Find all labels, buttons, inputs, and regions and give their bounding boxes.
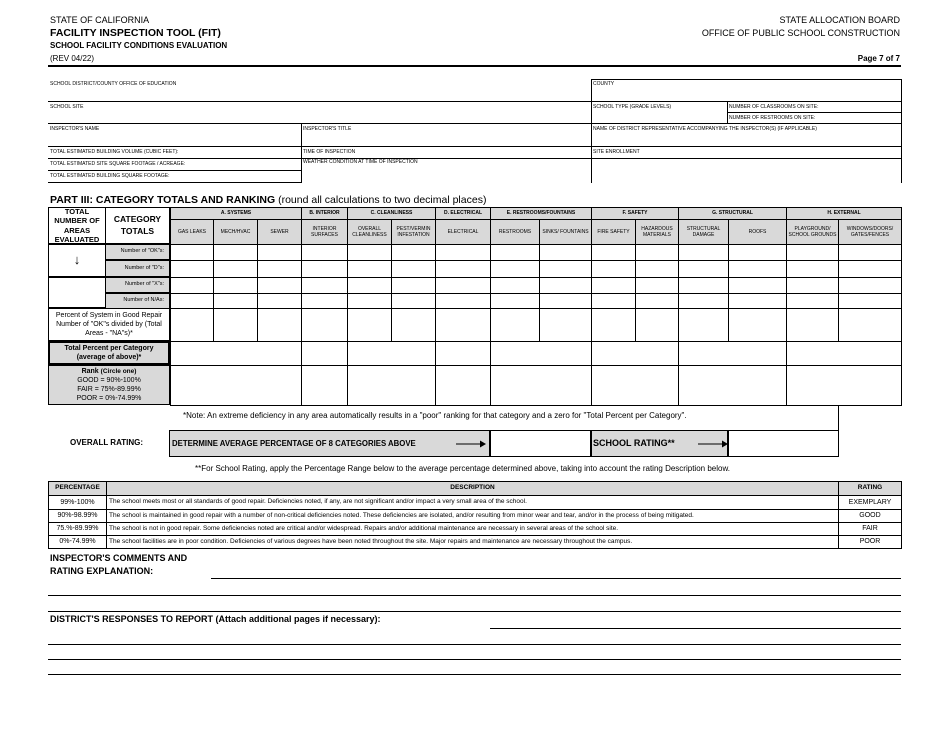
grid-cell[interactable] xyxy=(213,260,258,278)
grid-cell[interactable] xyxy=(435,244,491,261)
district-rep-input[interactable] xyxy=(592,132,900,145)
row-x-label: Number of "X"s: xyxy=(105,277,170,293)
category-group-header: H. EXTERNAL xyxy=(786,207,902,220)
inspector-title-input[interactable] xyxy=(302,132,590,145)
time-label: TIME OF INSPECTION xyxy=(303,149,356,155)
school-site-input[interactable] xyxy=(48,110,589,123)
grid-cell[interactable] xyxy=(490,308,540,342)
category-rank-cell[interactable] xyxy=(435,365,491,406)
average-percentage-input[interactable] xyxy=(490,430,591,457)
overall-rating-label: OVERALL RATING: xyxy=(70,438,144,447)
grid-cell[interactable] xyxy=(490,293,540,309)
grid-cell[interactable] xyxy=(838,308,902,342)
restrooms-label: NUMBER OF RESTROOMS ON SITE: xyxy=(729,115,816,121)
school-rating-input[interactable] xyxy=(728,430,839,457)
county-field-label: COUNTY xyxy=(593,81,615,87)
category-total-cell[interactable] xyxy=(301,341,348,366)
subcategory-header: STRUCTURAL DAMAGE xyxy=(678,219,729,245)
district-rep-label: NAME OF DISTRICT REPRESENTATIVE ACCOMPANYING THE INSPECTOR(S) (IF APPLICABLE) xyxy=(593,126,817,132)
district-field-label: SCHOOL DISTRICT/COUNTY OFFICE OF EDUCATION xyxy=(50,81,177,87)
grid-cell[interactable] xyxy=(213,308,258,342)
category-group-header: B. INTERIOR xyxy=(301,207,348,220)
percentage-cell: 0%-74.99% xyxy=(48,535,107,549)
grid-cell[interactable] xyxy=(257,244,302,261)
grid-cell[interactable] xyxy=(170,244,214,261)
grid-cell[interactable] xyxy=(490,260,540,278)
school-site-label: SCHOOL SITE xyxy=(50,104,84,110)
form-title: FACILITY INSPECTION TOOL (FIT) xyxy=(50,27,221,39)
inspector-name-input[interactable] xyxy=(48,132,300,145)
grid-cell[interactable] xyxy=(591,308,636,342)
category-group-header: G. STRUCTURAL xyxy=(678,207,787,220)
grid-cell[interactable] xyxy=(170,260,214,278)
row-d-label: Number of "D"s: xyxy=(105,260,170,277)
grid-cell[interactable] xyxy=(213,293,258,309)
grid-cell[interactable] xyxy=(635,244,679,261)
subcategory-header: PEST/VERMIN INFESTATION xyxy=(391,219,436,245)
volume-label: TOTAL ESTIMATED BUILDING VOLUME (CUBIC FEET): xyxy=(50,149,179,155)
classrooms-label: NUMBER OF CLASSROOMS ON SITE: xyxy=(729,104,819,110)
grid-cell[interactable] xyxy=(170,277,214,294)
grid-cell[interactable] xyxy=(257,260,302,278)
grid-cell[interactable] xyxy=(635,308,679,342)
determine-box: DETERMINE AVERAGE PERCENTAGE OF 8 CATEGORIES ABOVE xyxy=(169,430,490,457)
subcategory-header: HAZARDOUS MATERIALS xyxy=(635,219,679,245)
rating-cell: FAIR xyxy=(838,522,902,536)
subcategory-header: MECH/HVAC xyxy=(213,219,258,245)
subcategory-header: WINDOWS/DOORS/ GATES/FENCES xyxy=(838,219,902,245)
grid-cell[interactable] xyxy=(786,244,839,261)
grid-cell[interactable] xyxy=(490,277,540,294)
subcategory-header: INTERIOR SURFACES xyxy=(301,219,348,245)
grid-cell[interactable] xyxy=(838,260,902,278)
responses-input[interactable] xyxy=(48,627,901,675)
category-rank-cell[interactable] xyxy=(347,365,436,406)
grid-cell[interactable] xyxy=(301,260,348,278)
comments-title-line1: INSPECTOR'S COMMENTS AND xyxy=(50,553,188,563)
grid-cell[interactable] xyxy=(347,308,392,342)
grid-cell[interactable] xyxy=(786,293,839,309)
total-areas-input[interactable] xyxy=(48,277,106,308)
category-group-header: F. SAFETY xyxy=(591,207,679,220)
form-subtitle: SCHOOL FACILITY CONDITIONS EVALUATION xyxy=(50,41,228,50)
percentage-cell: 99%-100% xyxy=(48,495,107,510)
grid-cell[interactable] xyxy=(635,277,679,294)
rating-cell: EXEMPLARY xyxy=(838,495,902,510)
category-total-cell[interactable] xyxy=(170,341,302,366)
grid-cell[interactable] xyxy=(170,293,214,309)
category-group-header: D. ELECTRICAL xyxy=(435,207,491,220)
description-cell: The school meets most or all standards of good repair. Deficiencies noted, if any, are not significant and/or impact a very small area of the school. xyxy=(106,495,839,510)
county-input[interactable] xyxy=(592,87,900,101)
percent-good-label: Percent of System in Good Repair Number of "OK"s divided by (Total Areas - "NA"s)* xyxy=(48,308,170,341)
grid-cell[interactable] xyxy=(591,277,636,294)
inspector-title-label: INSPECTOR'S TITLE xyxy=(303,126,352,132)
office-label: OFFICE OF PUBLIC SCHOOL CONSTRUCTION xyxy=(701,28,900,38)
category-rank-cell[interactable] xyxy=(786,365,902,406)
category-group-header: A. SYSTEMS xyxy=(170,207,302,220)
grid-cell[interactable] xyxy=(257,308,302,342)
state-label: STATE OF CALIFORNIA xyxy=(50,15,150,25)
subcategory-header: FIRE SAFETY xyxy=(591,219,636,245)
grid-cell[interactable] xyxy=(678,244,729,261)
grid-cell[interactable] xyxy=(257,277,302,294)
grid-cell[interactable] xyxy=(347,277,392,294)
category-rank-cell[interactable] xyxy=(490,365,592,406)
description-cell: The school is not in good repair. Some deficiencies noted are critical and/or widespread. Repairs and/or additional maintenance are necessary in several areas of the school site. xyxy=(106,522,839,536)
weather-label: WEATHER CONDITION AT TIME OF INSPECTION xyxy=(303,159,418,165)
grid-cell[interactable] xyxy=(170,308,214,342)
arrow-right-icon xyxy=(456,440,486,448)
school-rating-note: **For School Rating, apply the Percentage Range below to the average percentage determined above, taking into account the rating Description below. xyxy=(195,464,731,473)
responses-title: DISTRICT'S RESPONSES TO REPORT (Attach additional pages if necessary): xyxy=(50,614,381,624)
school-rating-box: SCHOOL RATING** xyxy=(591,430,728,457)
description-cell: The school is maintained in good repair with a number of non-critical deficiencies noted. These deficiencies are isolated, and/or resulting from minor wear and tear, and/or in the process of being mitigated. xyxy=(106,509,839,523)
grid-cell[interactable] xyxy=(635,260,679,278)
grid-cell[interactable] xyxy=(347,293,392,309)
grid-cell[interactable] xyxy=(591,293,636,309)
extreme-note: *Note: An extreme deficiency in any area automatically results in a "poor" ranking for that category and a zero for "Total Percent per Category". xyxy=(183,411,687,420)
grid-cell[interactable] xyxy=(591,260,636,278)
rating-table-header: DESCRIPTION xyxy=(106,481,839,496)
category-total-cell[interactable] xyxy=(591,341,679,366)
category-group-header: C. CLEANLINESS xyxy=(347,207,436,220)
grid-cell[interactable] xyxy=(347,244,392,261)
category-rank-cell[interactable] xyxy=(301,365,348,406)
bldg-sqft-label: TOTAL ESTIMATED BUILDING SQUARE FOOTAGE: xyxy=(50,173,170,179)
category-total-cell[interactable] xyxy=(490,341,592,366)
category-group-header: E. RESTROOMS/FOUNTAINS xyxy=(490,207,592,220)
arrow-right-icon-2 xyxy=(698,440,728,448)
category-total-cell[interactable] xyxy=(678,341,787,366)
grid-cell[interactable] xyxy=(539,293,592,309)
category-totals-header: CATEGORY TOTALS xyxy=(105,207,170,244)
grid-cell[interactable] xyxy=(635,293,679,309)
grid-cell[interactable] xyxy=(591,244,636,261)
grid-cell[interactable] xyxy=(539,260,592,278)
grid-cell[interactable] xyxy=(539,244,592,261)
grid-cell[interactable] xyxy=(838,293,902,309)
grid-cell[interactable] xyxy=(301,244,348,261)
header-rule xyxy=(48,65,901,67)
grid-cell[interactable] xyxy=(838,277,902,294)
category-total-cell[interactable] xyxy=(435,341,491,366)
grid-cell[interactable] xyxy=(391,260,436,278)
subcategory-header: SINKS/ FOUNTAINS xyxy=(539,219,592,245)
subcategory-header: SEWER xyxy=(257,219,302,245)
rating-table-header: PERCENTAGE xyxy=(48,481,107,496)
category-rank-cell[interactable] xyxy=(678,365,787,406)
board-label: STATE ALLOCATION BOARD xyxy=(779,15,900,25)
grid-cell[interactable] xyxy=(786,260,839,278)
grid-cell[interactable] xyxy=(490,244,540,261)
grid-cell[interactable] xyxy=(678,260,729,278)
grid-cell[interactable] xyxy=(257,293,302,309)
grid-cell[interactable] xyxy=(301,277,348,294)
grid-cell[interactable] xyxy=(391,308,436,342)
comments-input[interactable] xyxy=(48,556,901,611)
district-input[interactable] xyxy=(48,87,589,101)
total-percent-label: Total Percent per Category (average of above)* xyxy=(48,341,170,365)
grid-cell[interactable] xyxy=(678,293,729,309)
part3-title: PART III: CATEGORY TOTALS AND RANKING (round all calculations to two decimal places) xyxy=(50,194,487,206)
comments-title-line2: RATING EXPLANATION: xyxy=(50,566,154,576)
rating-cell: GOOD xyxy=(838,509,902,523)
row-na-label: Number of N/As: xyxy=(105,293,170,309)
inspector-name-label: INSPECTOR'S NAME xyxy=(50,126,100,132)
subcategory-header: ROOFS xyxy=(728,219,787,245)
site-sqft-label: TOTAL ESTIMATED SITE SQUARE FOOTAGE / ACREAGE: xyxy=(50,161,186,167)
down-arrow-icon: ↓ xyxy=(48,244,106,277)
percentage-cell: 90%-98.99% xyxy=(48,509,107,523)
subcategory-header: PLAYGROUND/ SCHOOL GROUNDS xyxy=(786,219,839,245)
rating-cell: POOR xyxy=(838,535,902,549)
grid-cell[interactable] xyxy=(728,244,787,261)
grid-cell[interactable] xyxy=(301,308,348,342)
grid-cell[interactable] xyxy=(728,277,787,294)
category-total-cell[interactable] xyxy=(347,341,436,366)
comment-line xyxy=(48,611,901,612)
subcategory-header: GAS LEAKS xyxy=(170,219,214,245)
revision: (REV 04/22) xyxy=(50,54,95,63)
percentage-cell: 75.%-89.99% xyxy=(48,522,107,536)
grid-cell[interactable] xyxy=(435,308,491,342)
grid-cell[interactable] xyxy=(213,277,258,294)
category-total-cell[interactable] xyxy=(786,341,902,366)
grid-cell[interactable] xyxy=(435,293,491,309)
total-areas-header: TOTAL NUMBER OF AREAS EVALUATED xyxy=(48,207,106,244)
description-cell: The school facilities are in poor condition. Deficiencies of various degrees have been noted throughout the site. Major repairs and maintenance are necessary throughout the campus. xyxy=(106,535,839,549)
grid-cell[interactable] xyxy=(728,260,787,278)
grid-cell[interactable] xyxy=(391,277,436,294)
grid-cell[interactable] xyxy=(301,293,348,309)
grid-cell[interactable] xyxy=(539,277,592,294)
grid-cell[interactable] xyxy=(678,308,729,342)
grid-cell[interactable] xyxy=(391,293,436,309)
page-number: Page 7 of 7 xyxy=(857,54,900,63)
grid-cell[interactable] xyxy=(435,260,491,278)
grid-cell[interactable] xyxy=(838,244,902,261)
grid-cell[interactable] xyxy=(678,277,729,294)
row-ok-label: Number of "OK"s: xyxy=(105,244,170,260)
subcategory-header: RESTROOMS xyxy=(490,219,540,245)
rank-legend: Rank (Circle one) GOOD = 90%-100% FAIR = 75%-89.99% POOR = 0%-74.99% xyxy=(48,365,170,405)
grid-cell[interactable] xyxy=(213,244,258,261)
category-rank-cell[interactable] xyxy=(591,365,679,406)
subcategory-header: ELECTRICAL xyxy=(435,219,491,245)
grid-cell[interactable] xyxy=(728,293,787,309)
school-type-label: SCHOOL TYPE (GRADE LEVELS) xyxy=(593,104,672,110)
grid-cell[interactable] xyxy=(728,308,787,342)
subcategory-header: OVERALL CLEANLINESS xyxy=(347,219,392,245)
grid-cell[interactable] xyxy=(539,308,592,342)
rating-table-header: RATING xyxy=(838,481,902,496)
category-rank-cell[interactable] xyxy=(170,365,302,406)
grid-cell[interactable] xyxy=(347,260,392,278)
enrollment-label: SITE ENROLLMENT xyxy=(593,149,640,155)
grid-cell[interactable] xyxy=(391,244,436,261)
grid-cell[interactable] xyxy=(435,277,491,294)
grid-cell[interactable] xyxy=(786,277,839,294)
grid-cell[interactable] xyxy=(786,308,839,342)
